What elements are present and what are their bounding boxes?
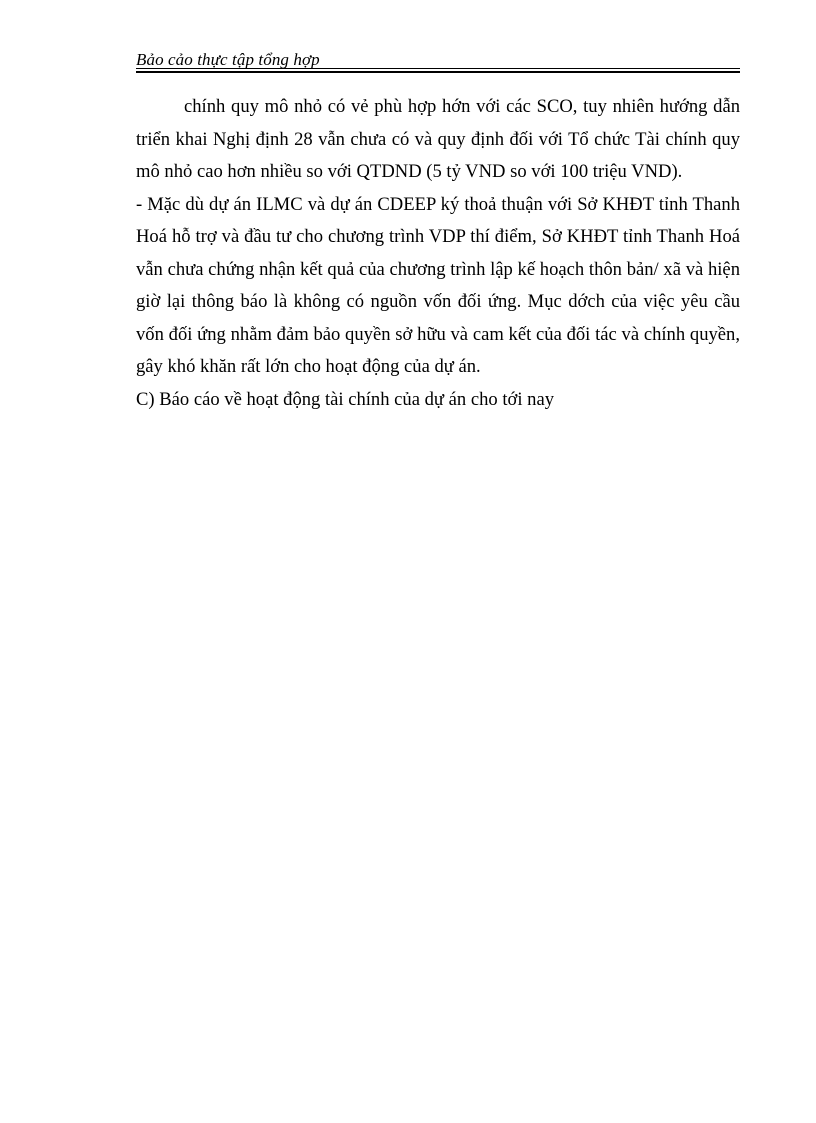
paragraph-continuation: chính quy mô nhỏ có vẻ phù hợp hớn với các SCO, tuy nhiên hướng dẫn triển khai Nghị định 28 vẫn chưa có và quy định đối với Tổ chức Tài chính quy mô nhỏ cao hơn nhiều so với QTDND (5 tỷ VND so với 100 triệu VND). [136,96,740,182]
paragraph-bullet: - Mặc dù dự án ILMC và dự án CDEEP ký thoả thuận với Sở KHĐT tỉnh Thanh Hoá hỗ trợ và đầu tư cho chương trình VDP thí điểm, Sở KHĐT tỉnh Thanh Hoá vẫn chưa chứng nhận kết quả của chương trình lập kế hoạch thôn bản/ xã và hiện giờ lại thông báo là không có nguồn vốn đối ứng. Mục dớch của việc yêu cầu vốn đối ứng nhằm đảm bảo quyền sở hữu và cam kết của đối tác và chính quyền, gây khó khăn rất lớn cho hoạt động của dự án. [136,193,740,377]
document-body [136,91,740,416]
section-heading: C) Báo cáo về hoạt động tài chính của dự án cho tới nay [136,388,555,410]
page-header [136,50,740,70]
header-title: Bảo cảo thực tập tổng hợp [136,50,320,69]
header-rule-thick [136,71,740,73]
header-rule-thin [136,68,740,69]
